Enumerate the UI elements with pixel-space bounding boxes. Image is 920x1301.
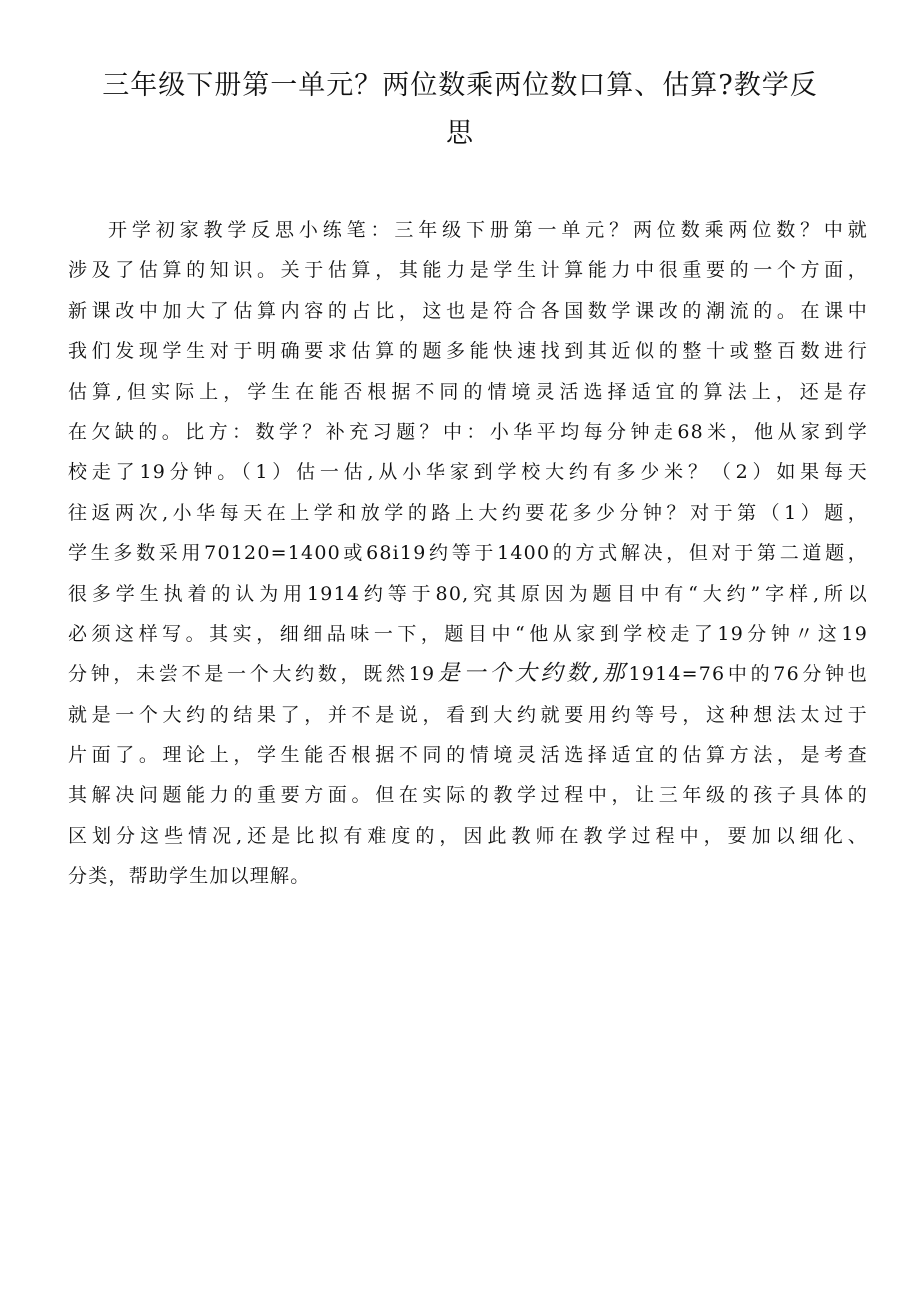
paragraph-line: 往返两次,小华每天在上学和放学的路上大约要花多少分钟？对于第（1）题， bbox=[68, 501, 868, 524]
paragraph-line: 其解决问题能力的重要方面。但在实际的教学过程中，让三年级的孩子具体的 bbox=[68, 784, 868, 807]
paragraph-line: 新课改中加大了估算内容的占比，这也是符合各国数学课改的潮流的。在课中 bbox=[68, 299, 868, 322]
reflection-paragraph bbox=[68, 210, 868, 897]
title-line-1: 三年级下册第一单元？两位数乘两位数口算、估算?教学反 bbox=[102, 70, 818, 101]
handwritten-fragment: 是一个大约数,那 bbox=[435, 661, 629, 687]
document-title bbox=[60, 62, 860, 158]
paragraph-line-mixed bbox=[68, 654, 868, 694]
paragraph-line: 片面了。理论上，学生能否根据不同的情境灵活选择适宜的估算方法，是考查 bbox=[68, 744, 868, 767]
paragraph-line: 涉及了估算的知识。关于估算，其能力是学生计算能力中很重要的一个方面， bbox=[68, 259, 868, 282]
paragraph-line: 很多学生执着的认为用1914约等于80,究其原因为题目中有“大约”字样,所以 bbox=[68, 582, 868, 605]
paragraph-line: 我们发现学生对于明确要求估算的题多能快速找到其近似的整十或整百数进行 bbox=[68, 340, 868, 363]
paragraph-line: 分类，帮助学生加以理解。 bbox=[68, 865, 311, 888]
paragraph-line: 学生多数采用70120=1400或68i19约等于1400的方式解决，但对于第二道题， bbox=[68, 542, 868, 565]
paragraph-line: 在欠缺的。比方：数学？补充习题？中：小华平均每分钟走68米，他从家到学 bbox=[68, 420, 868, 443]
paragraph-line: 区划分这些情况,还是比拟有难度的，因此教师在教学过程中，要加以细化、 bbox=[68, 824, 868, 847]
paragraph-line: 校走了19分钟。（1）估一估,从小华家到学校大约有多少米？（2）如果每天 bbox=[68, 461, 868, 484]
paragraph-line: 估算,但实际上，学生在能否根据不同的情境灵活选择适宜的算法上，还是存 bbox=[68, 380, 868, 403]
paragraph-line: 就是一个大约的结果了，并不是说，看到大约就要用约等号，这种想法太过于 bbox=[68, 703, 868, 726]
paragraph-line: 必须这样写。其实，细细品味一下，题目中“他从家到学校走了19分钟〃这19 bbox=[68, 622, 868, 645]
title-line-2: 思 bbox=[446, 118, 474, 149]
paragraph-line: 开学初家教学反思小练笔：三年级下册第一单元？两位数乘两位数？中就 bbox=[108, 219, 868, 241]
line-text-before: 分钟，未尝不是一个大约数，既然19 bbox=[68, 663, 436, 686]
line-text-after: 1914=76中的76分钟也 bbox=[628, 663, 869, 686]
